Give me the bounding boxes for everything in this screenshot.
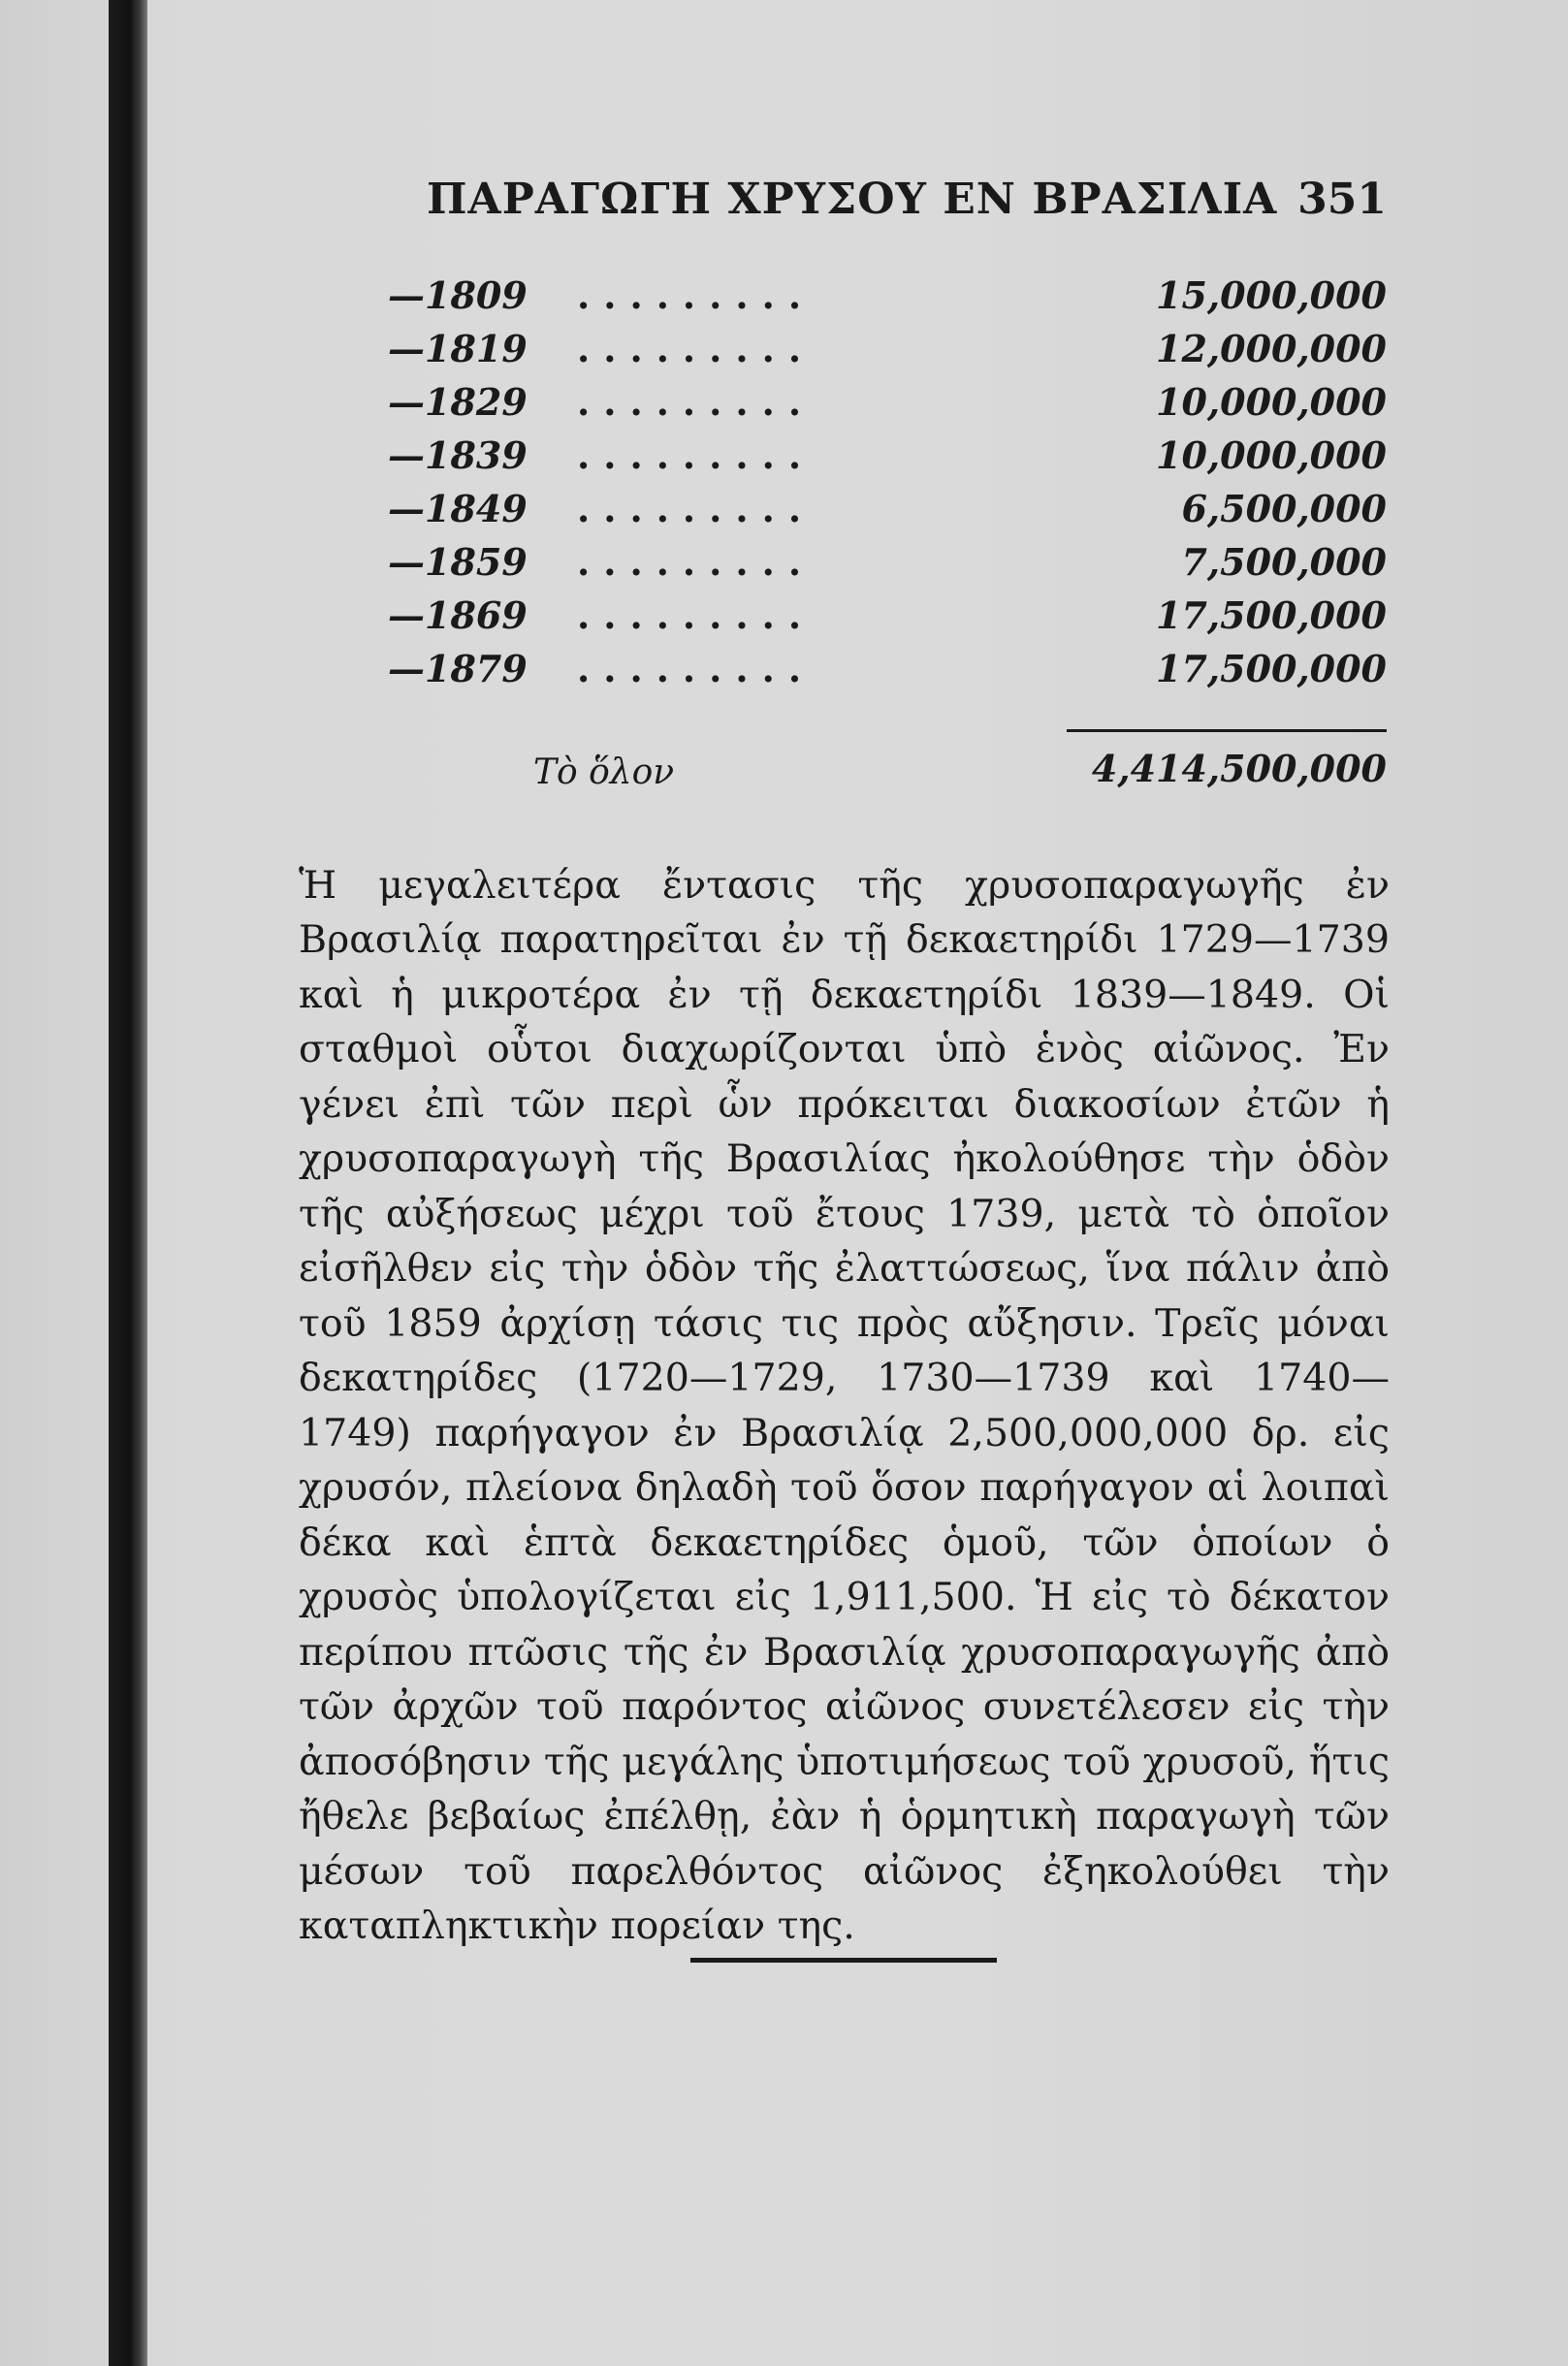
row-amount: 7,500,000 <box>1181 540 1387 584</box>
binding-shadow <box>109 0 147 2366</box>
row-year: —1829 <box>388 380 528 424</box>
dot-leader: ......... <box>577 380 816 424</box>
running-title: ΠΑΡΑΓΩΓΗ ΧΡΥΣΟΥ ΕΝ ΒΡΑΣΙΛΙΑ <box>427 175 1278 224</box>
table-row <box>388 327 1387 380</box>
row-year: —1819 <box>388 327 528 370</box>
table-row <box>388 593 1387 647</box>
row-amount: 15,000,000 <box>1156 273 1387 317</box>
total-amount: 4,414,500,000 <box>1091 747 1387 790</box>
row-year: —1809 <box>388 273 528 317</box>
row-amount: 6,500,000 <box>1181 487 1387 530</box>
table-row <box>388 647 1387 700</box>
end-rule <box>690 1958 997 1963</box>
sum-rule <box>1067 729 1387 732</box>
table-row <box>388 433 1387 487</box>
row-year: —1859 <box>388 540 528 584</box>
page-number: 351 <box>1297 175 1387 224</box>
dot-leader: ......... <box>577 647 816 690</box>
production-table <box>388 273 1387 792</box>
dot-leader: ......... <box>577 433 816 477</box>
table-row <box>388 380 1387 433</box>
dot-leader: ......... <box>577 593 816 637</box>
row-year: —1879 <box>388 647 528 690</box>
row-amount: 17,500,000 <box>1156 593 1387 637</box>
dot-leader: ......... <box>577 327 816 370</box>
row-amount: 10,000,000 <box>1156 380 1387 424</box>
row-amount: 12,000,000 <box>1156 327 1387 370</box>
row-year: —1839 <box>388 433 528 477</box>
table-row <box>388 273 1387 327</box>
row-amount: 10,000,000 <box>1156 433 1387 477</box>
table-row <box>388 540 1387 593</box>
row-year: —1849 <box>388 487 528 530</box>
row-year: —1869 <box>388 593 528 637</box>
total-label: Τὸ ὅλον <box>533 752 675 792</box>
dot-leader: ......... <box>577 487 816 530</box>
row-amount: 17,500,000 <box>1156 647 1387 690</box>
page-header <box>427 175 1387 233</box>
body-paragraph: Ἡ μεγαλειτέρα ἔντασις τῆς χρυσοπαραγωγῆς ἐν Βρασιλίᾳ παρατηρεῖται ἐν τῇ δεκαετηρίδι 1729—1739 καὶ ἡ μικροτέρα ἐν τῇ δεκαετηρίδι 1839—1849. Οἱ σταθμοὶ οὗτοι διαχωρίζονται ὑπὸ ἑνὸς αἰῶνος. Ἐν γένει ἐπὶ τῶν περὶ ὧν πρόκειται διακοσίων ἐτῶν ἡ χρυσοπαραγωγὴ τῆς Βρασιλίας ἠκολούθησε τὴν ὁδὸν τῆς αὐξήσεως μέχρι τοῦ ἔτους 1739, μετὰ τὸ ὁποῖον εἰσῆλθεν εἰς τὴν ὁδὸν τῆς ἐλαττώσεως, ἵνα πάλιν ἀπὸ τοῦ 1859 ἀρχίσῃ τάσις τις πρὸς αὔξησιν. Τρεῖς μόναι δεκατηρίδες (1720—1729, 1730—1739 καὶ 1740—1749) παρήγαγον ἐν Βρασιλίᾳ 2,500,000,000 δρ. εἰς χρυσόν, πλείονα δηλαδὴ τοῦ ὅσον παρήγαγον αἱ λοιπαὶ δέκα καὶ ἑπτὰ δεκαετηρίδες ὁμοῦ, τῶν ὁποίων ὁ χρυσὸς ὑπολογίζεται εἰς 1,911,500. Ἡ εἰς τὸ δέκατον περίπου πτῶσις τῆς ἐν Βρασιλίᾳ χρυσοπαραγωγῆς ἀπὸ τῶν ἀρχῶν τοῦ παρόντος αἰῶνος συνετέλεσεν εἰς τὴν ἀποσόβησιν τῆς μεγάλης ὑποτιμήσεως τοῦ χρυσοῦ, ἥτις ἤθελε βεβαίως ἐπέλθῃ, ἐὰν ἡ ὁρμητικὴ παραγωγὴ τῶν μέσων τοῦ παρελθόντος αἰῶνος ἐξηκολούθει τὴν καταπληκτικὴν πορείαν της. <box>299 862 1390 1948</box>
total-row <box>388 747 1387 805</box>
dot-leader: ......... <box>577 540 816 584</box>
dot-leader: ......... <box>577 273 816 317</box>
table-row <box>388 487 1387 540</box>
